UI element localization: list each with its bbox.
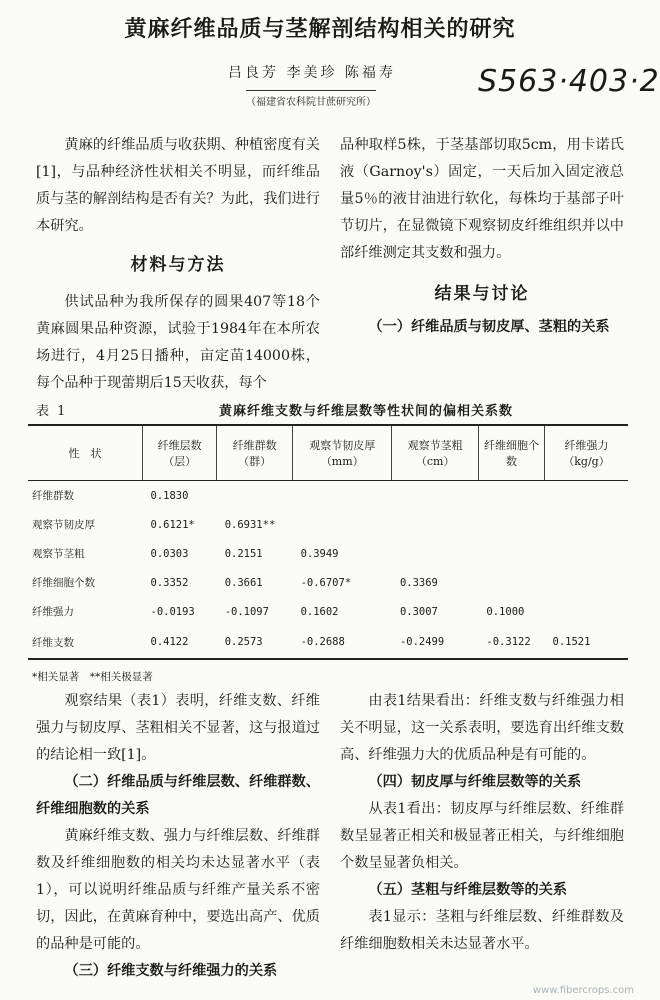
paper-title: 黄麻纤维品质与茎解剖结构相关的研究 <box>124 16 516 42</box>
table-cell: 0.2573 <box>224 636 263 648</box>
row-label: 观察节韧皮厚 <box>32 519 95 531</box>
header-cell-count: 纤维细胞个数 <box>478 425 544 481</box>
table-cell: 0.1000 <box>486 605 525 618</box>
table-cell <box>217 481 293 511</box>
table-cell <box>545 510 629 539</box>
table-cell: 0.1830 <box>150 489 189 502</box>
table-cell <box>545 597 629 626</box>
watermark: www.fibercrops.com <box>532 985 634 996</box>
table-cell <box>478 510 544 539</box>
table-row <box>28 510 628 539</box>
results-paragraph-2: 黄麻纤维支数、强力与纤维层数、纤维群数及纤维细胞数的相关均未达显著水平（表1），可以说明纤维品质与纤维产量关系不密切，因此，在黄麻育种中，要选出高产、优质的品种是可能的。 <box>36 828 320 952</box>
subheading-2: （二）纤维品质与纤维层数、纤维群数、纤维细胞数的关系 <box>36 774 320 817</box>
row-label: 纤维群数 <box>32 490 74 502</box>
table-row <box>28 481 628 511</box>
table-cell <box>293 510 392 539</box>
header-trait: 性 状 <box>28 425 143 481</box>
header-stem-diameter: 观察节茎粗（cm） <box>392 425 478 481</box>
table-cell: 0.1602 <box>300 605 339 618</box>
subheading-1: （一）纤维品质与韧皮厚、茎粗的关系 <box>368 319 610 335</box>
table-cell: 0.0303 <box>150 547 189 560</box>
table-cell: 0.4122 <box>150 636 189 648</box>
table-cell <box>545 568 629 597</box>
subheading-3: （三）纤维支数与纤维强力的关系 <box>64 963 278 979</box>
table-cell <box>478 481 544 511</box>
results-paragraph-5: 表1显示：茎粗与纤维层数、纤维群数及纤维细胞数相关未达显著水平。 <box>340 909 624 952</box>
results-paragraph-1: 观察结果（表1）表明，纤维支数、纤维强力与韧皮厚、茎粗相关不显著，这与报道过的结论相一致[1]。 <box>36 693 320 763</box>
affiliation: （福建省农科院甘蔗研究所） <box>246 90 376 108</box>
subheading-5: （五）茎粗与纤维层数等的关系 <box>368 882 568 898</box>
table-header-row <box>28 425 628 481</box>
table-cell <box>545 539 629 568</box>
row-label: 观察节茎粗 <box>32 548 85 560</box>
table-cell <box>392 510 478 539</box>
table-cell: 0.3949 <box>300 547 339 560</box>
header-fiber-groups: 纤维群数（群） <box>217 425 293 481</box>
table-row <box>28 626 628 659</box>
subheading-4: （四）韧皮厚与纤维层数等的关系 <box>368 774 582 790</box>
methods-paragraph-2: 品种取样5株，于茎基部切取5cm，用卡诺氏液（Garnoy's）固定，一天后加入固定液总量5％的液甘油进行软化，每株均于基部子叶节切片，在显微镜下观察韧皮纤维组织并以中部纤维测定其支数和强力。 <box>340 137 624 261</box>
results-paragraph-4: 从表1看出：韧皮厚与纤维层数、纤维群数呈显著正相关和极显著正相关，与纤维细胞个数呈显著负相关。 <box>340 801 624 871</box>
table-cell <box>545 481 629 511</box>
table-cell: 0.2151 <box>224 547 263 560</box>
header-fiber-layers: 纤维层数（层） <box>143 425 217 481</box>
results-heading: 结果与讨论 <box>434 284 530 304</box>
table-row <box>28 597 628 626</box>
table-cell: 0.3352 <box>150 576 189 589</box>
row-label: 纤维支数 <box>32 636 74 649</box>
table-cell: 0.6931** <box>224 518 276 531</box>
row-label: 纤维细胞个数 <box>32 577 95 589</box>
table-cell: 0.3007 <box>399 605 438 618</box>
table-label: 表 1 <box>36 404 68 419</box>
authors: 吕良芳 李美珍 陈福寿 <box>228 65 396 81</box>
methods-paragraph-1: 供试品种为我所保存的圆果407等18个黄麻圆果品种资源，试验于1984年在本所农场进行，4月25日播种，亩定苗14000株，每个品种于现蕾期后15天收获，每个 <box>36 294 320 391</box>
right-column-lower <box>340 688 624 958</box>
table-cell: -0.0193 <box>150 605 195 618</box>
table-cell: 0.3661 <box>224 576 263 589</box>
table-cell <box>392 539 478 568</box>
intro-paragraph: 黄麻的纤维品质与收获期、种植密度有关[1]，与品种经济性状相关不明显，而纤维品质与茎的解剖结构是否有关？为此，我们进行本研究。 <box>36 137 320 234</box>
methods-heading: 材料与方法 <box>130 255 226 275</box>
table-title: 黄麻纤维支数与纤维层数等性状间的偏相关系数 <box>218 404 513 419</box>
table-cell: -0.2688 <box>300 636 345 648</box>
table-cell <box>478 539 544 568</box>
correlation-table <box>28 424 628 692</box>
table-cell <box>293 481 392 511</box>
header-bark-thickness: 观察节韧皮厚（mm） <box>293 425 392 481</box>
table-cell <box>478 568 544 597</box>
results-paragraph-3: 由表1结果看出：纤维支数与纤维强力相关不明显，这一关系表明，要选育出纤维支数高、纤维强力大的优质品种是有可能的。 <box>340 693 624 763</box>
handwritten-call-number: S563·403·2 <box>478 64 660 99</box>
table-cell: 0.6121* <box>150 518 195 531</box>
table-cell: -0.2499 <box>399 636 445 648</box>
table-cell: 0.3369 <box>399 576 438 589</box>
table-row <box>28 539 628 568</box>
table-cell: 0.1521 <box>552 636 591 648</box>
right-column-upper <box>340 132 624 341</box>
table-cell <box>392 481 478 511</box>
table-cell: -0.1097 <box>224 605 269 618</box>
left-column-lower <box>36 688 320 985</box>
row-label: 纤维强力 <box>32 606 74 618</box>
table-cell: -0.6707* <box>300 576 352 589</box>
header-fiber-strength: 纤维强力（kg/g） <box>545 425 629 481</box>
table-row <box>28 568 628 597</box>
table-footnote: *相关显著 **相关极显著 <box>28 659 628 692</box>
table-cell: -0.3122 <box>486 636 531 648</box>
left-column-upper <box>36 132 320 397</box>
